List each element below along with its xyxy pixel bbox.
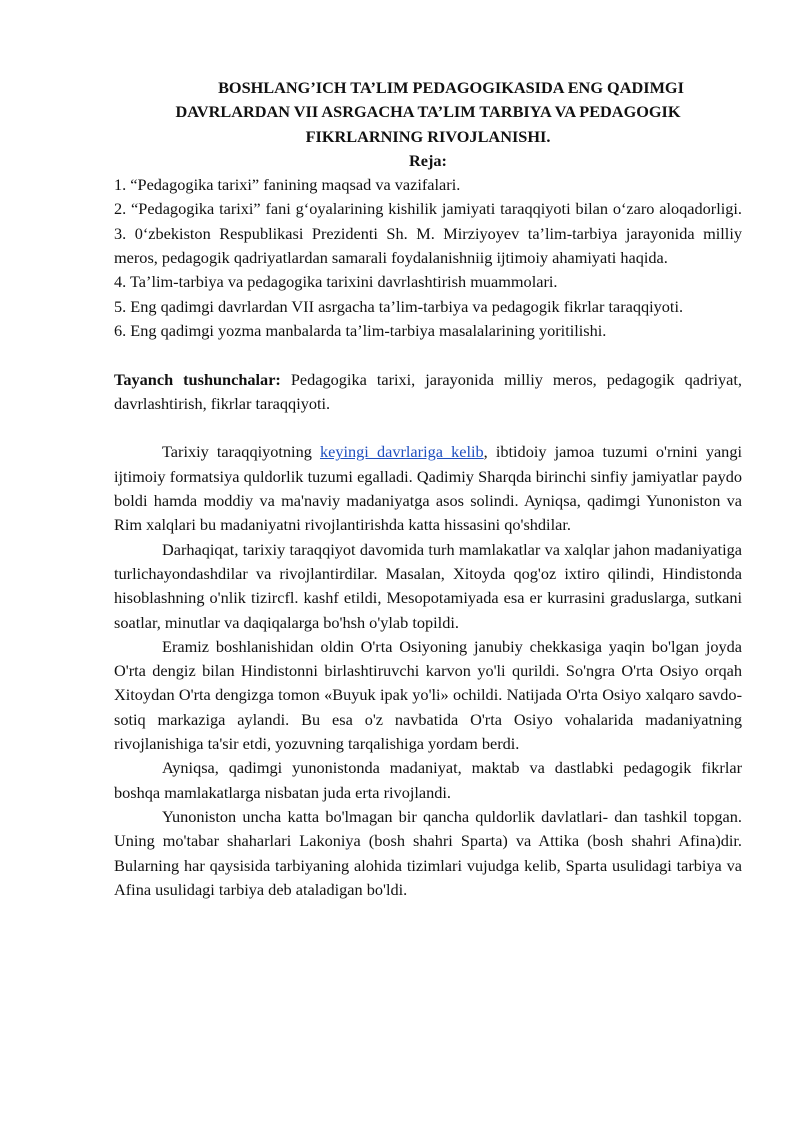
paragraph-1: [114, 440, 742, 537]
plan-item-4: 4. Ta’lim-tarbiya va pedagogika tarixini davrlashtirish muammolari.: [114, 272, 558, 292]
title-line-1: BOSHLANG’ICH TA’LIM PEDAGOGIKASIDA ENG QADIMGI: [218, 78, 684, 97]
document-page: [114, 76, 742, 902]
title-line-2: DAVRLARDAN VII ASRGACHA TA’LIM TARBIYA VA PEDAGOGIK: [175, 102, 681, 122]
plan-heading: Reja:: [409, 150, 447, 170]
paragraph-3: Eramiz boshlanishidan oldin O'rta Osiyoning janubiy chekkasiga yaqin bo'lgan joyda O'rta dengiz bilan Hindistonni birlashtiruvchi karvon yo'li qurildi. So'ngra O'rta Osiyo orqah Xitoydan O'rta dengizga tomon «Buyuk ipak yo'li» ochildi. Natijada O'rta Osiyo xalqaro savdo-sotiq markaziga aylandi. Bu esa o'z navbatida O'rta Osiyo vohalarida madaniyatning rivojlanishiga ta'sir etdi, yozuvning tarqalishiga yordam berdi.: [114, 636, 742, 754]
plan-item-5: 5. Eng qadimgi davrlardan VII asrgacha ta’lim-tarbiya va pedagogik fikrlar taraqqiyoti.: [114, 296, 684, 316]
paragraph-5: Yunoniston uncha katta bo'lmagan bir qancha quldorlik davlatlari- dan tashkil topgan. Uning mo'tabar shaharlari Lakoniya (bosh shahri Sparta) va Attika (bosh shahri Afina)dir. Bularning har qaysisida tarbiyaning alohida tizimlari vujudga kelib, Sparta usulidagi tarbiya va Afina usulidagi tarbiya deb ataladigan bo'ldi.: [114, 806, 742, 899]
spacer: [114, 416, 742, 440]
key-concepts: [114, 368, 742, 417]
paragraph-2: Darhaqiqat, tarixiy taraqqiyot davomida turh mamlakatlar va xalqlar jahon madaniyatiga turlichayondashdilar va rivojlantirdilar. Masalan, Xitoyda qog'oz ixtiro qilindi, Hindistonda hisoblashning o'nlik tizircfl. kashf etildi, Mesopotamiyada esa er kurrasini graduslarga, sutkani soatlar, minutlar va daqiqalarga bo'hsh o'ylab topildi.: [114, 539, 742, 632]
inline-link[interactable]: keyingi davrlariga kelib: [320, 442, 484, 462]
spacer: [114, 343, 742, 367]
paragraph-4: Ayniqsa, qadimgi yunonistonda madaniyat, maktab va dastlabki pedagogik fikrlar boshqa mamlakatlarga nisbatan juda erta rivojlandi.: [114, 758, 742, 802]
key-concepts-text: Pedagogika tarixi, jarayonida milliy meros, pedagogik qadriyat, davrlashtirish, fikrlar taraqqiyoti.: [114, 369, 742, 413]
document-title: [114, 76, 742, 149]
plan-item-2: 2. “Pedagogika tarixi” fani g‘oyalarining kishilik jamiyati taraqqiyoti bilan o‘zaro aloqadorligi. 3. 0‘zbekiston Respublikasi Prezidenti Sh. M. Mirziyoyev ta’lim-tarbiya jarayonida milliy meros, pedagogik qadriyatlardan samarali foydalanishniig ijtimoiy ahamiyati haqida.: [114, 199, 742, 268]
paragraph-1-start: Tarixiy taraqqiyotning: [162, 442, 320, 462]
title-line-3: FIKRLARNING RIVOJLANISHI.: [305, 126, 551, 146]
plan-list: [114, 173, 742, 343]
body-text: [114, 440, 742, 902]
paragraph-1-end: , ibtidoiy jamoa tuzumi o'rnini yangi ijtimoiy formatsiya quldorlik tuzumi egalladi. Qadimiy Sharqda birinchi sinfiy jamiyatlar paydo boldi hamda moddiy va ma'naviy madaniyatga asos solindi. Ayniqsa, qadimgi Yunoniston va Rim xalqlari bu madaniyatni rivojlantirishda katta hissasini qo'shdilar.: [114, 442, 742, 535]
plan-item-1: 1. “Pedagogika tarixi” fanining maqsad va vazifalari.: [114, 175, 461, 195]
plan-item-6: 6. Eng qadimgi yozma manbalarda ta’lim-tarbiya masalalarining yoritilishi.: [114, 320, 607, 340]
key-concepts-label: Tayanch tushunchalar:: [114, 369, 281, 389]
